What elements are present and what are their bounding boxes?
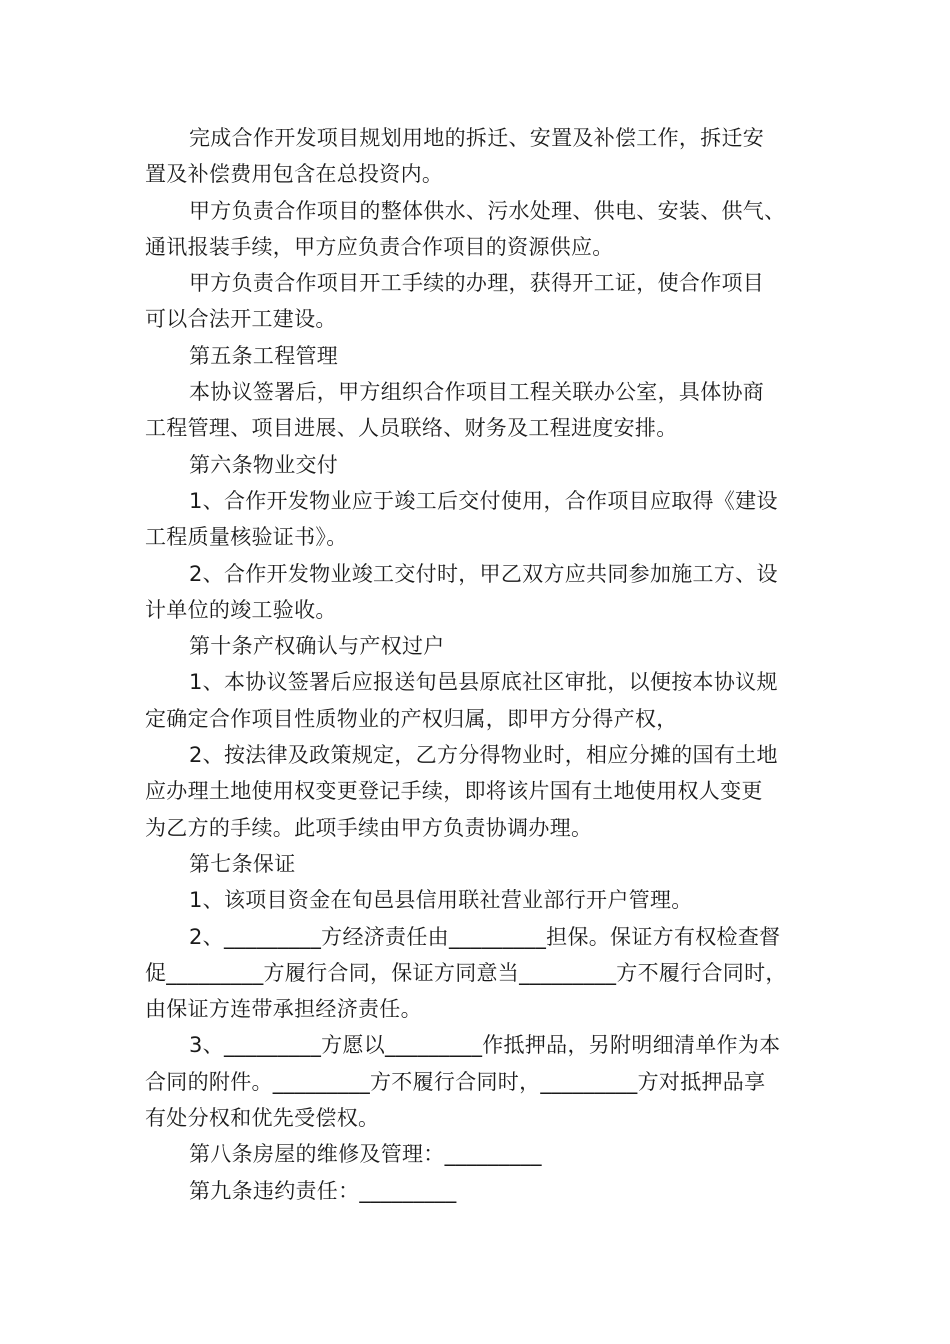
document-line: 置及补偿费用包含在总投资内。 [145,162,444,187]
document-line: 由保证方连带承担经济责任。 [145,997,422,1022]
document-line: 2、合作开发物业竣工交付时，甲乙双方应共同参加施工方、设 [189,561,778,586]
document-line: 第七条保证 [189,851,296,876]
document-line: 计单位的竣工验收。 [145,597,337,622]
document-line: 合同的附件。_________方不履行合同时，_________方对抵押品享 [145,1069,766,1094]
document-line: 为乙方的手续。此项手续由甲方负责协调办理。 [145,815,593,840]
document-line: 2、按法律及政策规定，乙方分得物业时，相应分摊的国有土地 [189,743,778,768]
document-line: 甲方负责合作项目开工手续的办理，获得开工证，使合作项目 [189,271,765,296]
document-line: 本协议签署后，甲方组织合作项目工程关联办公室，具体协商 [189,380,765,405]
document-line: 甲方负责合作项目的整体供水、污水处理、供电、安装、供气、 [189,198,786,223]
document-line: 3、_________方愿以_________作抵押品，另附明细清单作为本 [189,1033,781,1058]
document-line: 工程管理、项目进展、人员联络、财务及工程进度安排。 [145,416,678,441]
document-line: 1、合作开发物业应于竣工后交付使用，合作项目应取得《建设 [189,488,778,513]
document-line: 第九条违约责任：_________ [189,1178,457,1203]
document-line: 促_________方履行合同，保证方同意当_________方不履行合同时， [145,960,787,985]
document-line: 完成合作开发项目规划用地的拆迁、安置及补偿工作，拆迁安 [189,126,765,150]
document-line: 有处分权和优先受偿权。 [145,1106,380,1131]
document-line: 定确定合作项目性质物业的产权归属，即甲方分得产权， [145,706,678,731]
document-line: 第六条物业交付 [189,452,339,477]
document-line: 第十条产权确认与产权过户 [189,634,445,659]
document-line: 第五条工程管理 [189,343,339,368]
document-line: 通讯报装手续，甲方应负责合作项目的资源供应。 [145,234,614,259]
document-line: 应办理土地使用权变更登记手续，即将该片国有土地使用权人变更 [145,779,763,804]
document-line: 1、该项目资金在旬邑县信用联社营业部行开户管理。 [189,888,693,913]
document-line: 工程质量核验证书》。 [145,525,348,550]
document-line: 可以合法开工建设。 [145,307,337,332]
document-line: 第八条房屋的维修及管理：_________ [189,1142,542,1167]
document-line: 1、本协议签署后应报送旬邑县原底社区审批，以便按本协议规 [189,670,778,695]
document-line: 2、_________方经济责任由_________担保。保证方有权检查督 [189,924,781,949]
contract-text-body [145,120,825,1209]
